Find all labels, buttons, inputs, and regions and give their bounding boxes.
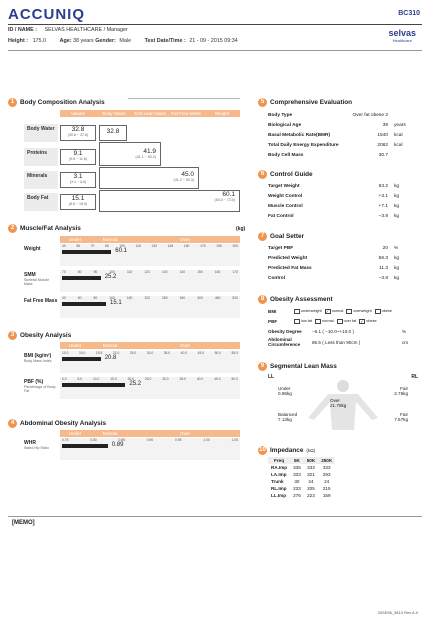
bar-row-bar (62, 383, 125, 387)
impedance-cell: 223 (307, 493, 315, 498)
tick-label: 15.0 (110, 377, 117, 381)
tick-label: 35.0 (179, 377, 186, 381)
kv-row (268, 130, 418, 140)
bar-row-value: 60.1 (115, 248, 127, 254)
impedance-cell: 24 (308, 479, 314, 484)
abdominal-bands: Under Normal Over (60, 430, 240, 437)
option-label: obese (366, 319, 377, 323)
age-label: Age: (59, 38, 72, 44)
tick-label: 25.0 (144, 377, 152, 381)
kv-value: 38 (382, 122, 388, 128)
kv-value: 2082 (377, 142, 388, 148)
tick-label: 40 (62, 296, 66, 300)
option-label: normal (331, 309, 344, 313)
kv-row (268, 181, 418, 191)
impedance-cell: 159 (322, 493, 331, 498)
tick-label: 100 (119, 244, 125, 248)
tick-label: 100 (109, 270, 115, 274)
obesity-assessment-block: BMI underweight ✓ normal overweight obese PBF low fat normal over fat ✓ obese Obesity Degree −6.1 ( −10.0~+10.0 ) % Abdominal Circumference 86.5 ( Less than 90cm ) cm (268, 308, 409, 347)
model-number: BC310 (398, 10, 420, 17)
tick-label: 110 (126, 270, 133, 274)
impedance-col-header: 250K (318, 457, 335, 464)
impedance-row (268, 471, 335, 478)
gender-value: Male (119, 38, 132, 44)
kv-unit: kg (394, 275, 400, 281)
tick-label: 22.0 (112, 351, 120, 355)
impedance-cell: 333 (307, 465, 315, 470)
gender-label: Gender: (95, 38, 116, 44)
kv-unit: kg (394, 265, 400, 271)
section-abdominal: 4 Abdominal Obesity Analysis (8, 419, 106, 428)
section-control-guide: 6 Control Guide (258, 170, 313, 179)
accuniq-logo: ACCUNIQ (8, 6, 85, 23)
tick-label: 0.95 (175, 438, 182, 442)
kv-unit: kg (394, 203, 400, 209)
tick-label: 460 (214, 296, 221, 300)
tick-label: 40.0 (196, 377, 204, 381)
impedance-cell: RA.Imp (271, 465, 288, 470)
bar-row-ticks (62, 296, 238, 300)
impedance-cell: 30 (294, 479, 300, 484)
kv-key: Biological Age (268, 122, 302, 128)
kv-row (268, 120, 418, 130)
bar-row-bar (62, 444, 108, 448)
checkbox-icon (346, 309, 352, 314)
kv-value: −3.9 (378, 213, 388, 219)
weight-total: 60.1 (54.0 ~ 73.0) (99, 190, 240, 212)
assessment-option (294, 319, 312, 324)
kv-row (268, 140, 418, 150)
bar-row-value: 0.89 (111, 442, 124, 448)
impedance-cell: RL.Imp (271, 486, 287, 491)
impedance-cell: LL.Imp (271, 493, 287, 498)
kv-unit: % (394, 245, 399, 251)
impedance-cell: 205 (307, 486, 315, 491)
obesity-rows (24, 351, 240, 407)
segmental-figure: LL RL Under 0.96kg Fair 2.76kg Over 21.78kg Balanced 7.13kg Fair 7.67kg (268, 374, 418, 430)
obesity-degree: −6.1 ( −10.0~+10.0 ) (312, 328, 354, 334)
tick-label: 340 (179, 296, 186, 300)
tick-label: 25.0 (129, 351, 137, 355)
test-date-label: Test Date/Time : (144, 38, 186, 44)
muscle-fat-bands: Under Normal Over (60, 236, 240, 243)
tick-label: 10.0 (92, 377, 100, 381)
kv-unit: kg (394, 193, 400, 199)
tick-label: 130 (161, 270, 168, 274)
kv-value: 20 (382, 245, 388, 251)
impedance-cell: 333 (322, 465, 331, 470)
tick-label: 520 (232, 296, 238, 300)
tick-label: 50.0 (214, 351, 221, 355)
kv-value: Over fat obese 2 (352, 112, 388, 118)
kv-row (268, 211, 418, 221)
checkbox-icon (294, 319, 300, 324)
bar-row-label: PBF (%) Percentage of Body Fat (24, 379, 58, 393)
id-value: SELVAS HEALTHCARE / Manager (44, 27, 128, 33)
abdominal-rows (24, 438, 240, 468)
kv-unit: years (394, 122, 406, 128)
bar-row-label: Weight (24, 246, 41, 252)
tick-label: 175 (200, 244, 206, 248)
tick-label: 5.0 (77, 377, 83, 381)
value-minerals: 3.1 (3.1 ~ 4.0) (60, 172, 96, 188)
impedance-cell: 321 (307, 472, 315, 477)
tick-label: 170 (232, 270, 238, 274)
kv-key: Muscle Control (268, 203, 303, 209)
assessment-option (375, 309, 392, 314)
assessment-option (294, 309, 322, 314)
impedance-cell: 293 (322, 472, 331, 477)
kv-key: Target PBF (268, 245, 294, 251)
value-body-water: 32.8 (30.8 ~ 37.6) (60, 125, 96, 141)
section-body-composition: 1 Body Composition Analysis (8, 98, 105, 107)
kv-value: +3.1 (378, 193, 388, 199)
impedance-cell: 276 (293, 493, 301, 498)
tick-label: 0.75 (62, 438, 69, 442)
bar-row-bar (62, 302, 106, 306)
kv-value: +7.1 (378, 203, 388, 209)
muscle-fat-rows (24, 244, 240, 324)
tick-label: 90 (93, 270, 98, 274)
impedance-row (268, 492, 335, 499)
option-label: low fat (301, 319, 312, 323)
impedance-col-header: Freq (268, 457, 290, 464)
assessment-option (315, 319, 334, 324)
bar-row-bar (62, 250, 111, 254)
kv-row (268, 253, 418, 263)
tick-label: 160 (126, 296, 133, 300)
bar-row-label: SMM Skeletal Muscle Mass (24, 272, 58, 286)
tick-label: 1.05 (231, 438, 238, 442)
tick-label: 120 (144, 270, 150, 274)
option-label: normal (321, 319, 334, 323)
kv-unit: kg (394, 255, 400, 261)
body-water-total: 32.8 (99, 125, 127, 141)
bar-row-sublabel: Waist-Hip Ratio (24, 446, 49, 450)
id-label: ID / NAME : (8, 27, 38, 33)
tick-label: 0.90 (146, 438, 154, 442)
tick-label: 140 (179, 270, 186, 274)
memo-label: [MEMO] (12, 520, 35, 526)
tick-label: 45.0 (197, 351, 205, 355)
muscle-fat-unit: (kg) (236, 226, 246, 232)
value-body-fat: 15.1 (8.8 ~ 15.9) (60, 194, 96, 210)
kv-key: Basal Metabolic Rate(BMR) (268, 132, 331, 138)
impedance-col-header: 5K (290, 457, 304, 464)
kv-key: Predicted Fat Mass (268, 265, 312, 271)
tick-label: 60 (77, 296, 82, 300)
impedance-cell: 333 (293, 472, 301, 477)
bar-row-bar (62, 357, 101, 361)
tick-label: 0.0 (62, 377, 67, 381)
bar-row-label: BMI (kg/m²) Body Mass Index (24, 353, 58, 363)
kv-row (268, 263, 418, 273)
section-muscle-fat: 2 Muscle/Fat Analysis (8, 224, 81, 233)
height-value: 175.0 (32, 38, 47, 44)
bar-row-label: WHR Waist-Hip Ratio (24, 440, 58, 450)
header-divider (8, 24, 422, 25)
tick-label: 70 (62, 270, 66, 274)
soft-lean-mass: 41.9 (41.1 ~ 50.2) (99, 142, 161, 166)
bar-row-value: 15.1 (110, 300, 122, 306)
option-label: underweight (301, 309, 322, 313)
tick-label: 0.85 (118, 438, 125, 442)
kv-row (268, 243, 418, 253)
tick-label: 145 (167, 244, 174, 248)
kv-row (268, 110, 418, 120)
checkbox-icon (375, 309, 381, 314)
checkbox-icon (315, 319, 321, 324)
tick-label: 160 (214, 270, 221, 274)
label-body-water: Body Water (24, 124, 58, 142)
bar-row-sublabel: Percentage of Body Fat (24, 385, 56, 393)
tick-label: 40.0 (180, 351, 188, 355)
impedance-cell: 233 (293, 486, 301, 491)
impedance-cell: Trunk (271, 479, 284, 484)
seg-lower-right: Fair 7.67kg (394, 412, 408, 422)
checked-box-icon: ✓ (325, 308, 330, 314)
tick-label: 30.0 (146, 351, 154, 355)
kv-unit: kcal (394, 132, 403, 138)
height-label: Height : (8, 38, 29, 44)
option-label: overweight (353, 309, 372, 313)
evaluation-list (268, 110, 418, 160)
impedance-header (268, 457, 335, 464)
meta-line (8, 38, 238, 44)
tick-label: 50.0 (231, 377, 238, 381)
body-comp-grid (24, 120, 240, 216)
tick-label: 55.0 (231, 351, 238, 355)
section-impedance: 10 Impedance (kΩ) (259, 447, 316, 454)
kv-value: 56.3 (378, 255, 388, 261)
bar-row-value: 25.2 (104, 274, 117, 280)
tick-label: 45.0 (214, 377, 221, 381)
tick-label: 220 (144, 296, 150, 300)
body-comp-header: Values Body Water Soft Lean Mass Fat Free Mass Weight (60, 110, 240, 117)
tick-label: 160 (183, 244, 190, 248)
kv-value: 1540 (377, 132, 388, 138)
tick-label: 80 (93, 296, 98, 300)
age-unit: years (80, 38, 94, 44)
tick-label: 18.5 (95, 351, 103, 355)
impedance-cell: 215 (322, 486, 331, 491)
tick-label: 20.0 (127, 377, 135, 381)
obesity-bands: Under Normal Over (60, 342, 240, 349)
kv-key: Fat Control (268, 213, 294, 219)
age-value: 38 (73, 38, 80, 44)
tick-label: 55 (76, 244, 81, 248)
bar-row-value: 20.8 (104, 355, 117, 361)
label-body-fat: Body Fat (24, 193, 58, 211)
tick-label: 70 (90, 244, 95, 248)
selvas-logo: selvas Healthcare (388, 28, 416, 43)
section-evaluation: 5 Comprehensive Evaluation (258, 98, 352, 107)
seg-trunk: Over 21.78kg (330, 398, 347, 408)
assessment-option (337, 319, 357, 324)
tick-label: 0.80 (90, 438, 97, 442)
kv-row (268, 201, 418, 211)
bar-row-ticks (62, 351, 238, 355)
kv-key: Control (268, 275, 286, 281)
value-proteins: 9.1 (9.6 ~ 11.6) (60, 149, 96, 165)
tick-label: 40 (62, 244, 66, 248)
tick-label: 30.0 (162, 377, 169, 381)
control-guide-list (268, 181, 418, 221)
bar-row-ticks (62, 377, 238, 381)
kv-value: 63.2 (378, 183, 388, 189)
section-obesity: 3 Obesity Analysis (8, 331, 71, 340)
checked-box-icon: ✓ (360, 318, 364, 324)
impedance-cell: LA.Imp (271, 472, 287, 477)
kv-unit: kg (394, 183, 400, 189)
label-proteins: Proteins (24, 148, 58, 166)
section-goal-setter: 7 Goal Setter (258, 232, 304, 241)
tick-label: 10.0 (62, 351, 69, 355)
kv-value: 30.7 (378, 152, 388, 158)
option-label: obese (381, 309, 393, 313)
tick-label: 400 (197, 296, 203, 300)
bar-row-sublabel: Body Mass Index (24, 359, 52, 363)
bar-row-ticks (62, 270, 238, 274)
tick-label: 150 (197, 270, 203, 274)
kv-unit: kg (394, 213, 400, 219)
kv-key: Total Daily Energy Expenditure (268, 142, 339, 148)
abdominal-circumference: 86.5 ( Less than 90cm ) (312, 339, 361, 345)
kv-row (268, 150, 418, 160)
tick-label: 115 (135, 244, 141, 248)
assessment-option (359, 319, 376, 324)
bar-row-value: 25.2 (129, 381, 142, 387)
goal-setter-list (268, 243, 418, 283)
bar-row-label: Fat Free Mass (24, 298, 58, 304)
seg-upper-left: Under 0.96kg (278, 386, 292, 396)
kv-key: Target Weight (268, 183, 300, 189)
impedance-row (268, 485, 335, 492)
kv-key: Body Cell Mass (268, 152, 304, 158)
bar-row-sublabel: Skeletal Muscle Mass (24, 278, 50, 286)
bar-row-ticks (62, 438, 238, 442)
impedance-cell: 335 (293, 465, 301, 470)
id-line (8, 27, 128, 33)
kv-key: Body Type (268, 112, 293, 118)
kv-value: −3.8 (378, 275, 388, 281)
seg-upper-right: Fair 2.76kg (394, 386, 408, 396)
seg-lower-left: Balanced 7.13kg (278, 412, 298, 422)
impedance-row (268, 478, 335, 485)
option-label: over fat (343, 319, 357, 323)
checkbox-icon (294, 309, 300, 314)
kv-key: Weight Control (268, 193, 303, 199)
assessment-option (346, 309, 371, 314)
tick-label: 130 (151, 244, 158, 248)
impedance-table (268, 457, 335, 499)
impedance-row (268, 464, 335, 471)
impedance-cell: 24 (324, 479, 330, 484)
tick-label: 1.00 (203, 438, 210, 442)
kv-unit: kcal (394, 142, 403, 148)
test-date-value: 21 - 09 - 2015 09:34 (189, 38, 238, 44)
tick-label: 35.0 (163, 351, 171, 355)
tick-label: 280 (162, 296, 168, 300)
tick-label: 205 (232, 244, 238, 248)
label-minerals: Minerals (24, 171, 58, 189)
assessment-option (325, 309, 344, 314)
kv-value: 11.3 (379, 265, 388, 271)
footer-code: 20SE96_3810 Rev.A.0 (377, 610, 418, 615)
impedance-col-header: 50K (304, 457, 318, 464)
checkbox-icon (337, 319, 343, 324)
tick-label: 85 (105, 244, 109, 248)
tick-label: 80 (77, 270, 82, 274)
section-segmental: 9 Segmental Lean Mass (258, 362, 337, 371)
bar-row-bar (62, 276, 101, 280)
bar-row-ticks (62, 244, 238, 248)
kv-key: Predicted Weight (268, 255, 308, 261)
section-obesity-assessment: 8 Obesity Assessment (258, 295, 333, 304)
tick-label: 100 (109, 296, 115, 300)
tick-label: 190 (216, 244, 222, 248)
fat-free-mass: 45.0 (41.2 ~ 50.3) (99, 167, 199, 189)
kv-row (268, 191, 418, 201)
tick-label: 15.0 (78, 351, 86, 355)
kv-row (268, 273, 418, 283)
